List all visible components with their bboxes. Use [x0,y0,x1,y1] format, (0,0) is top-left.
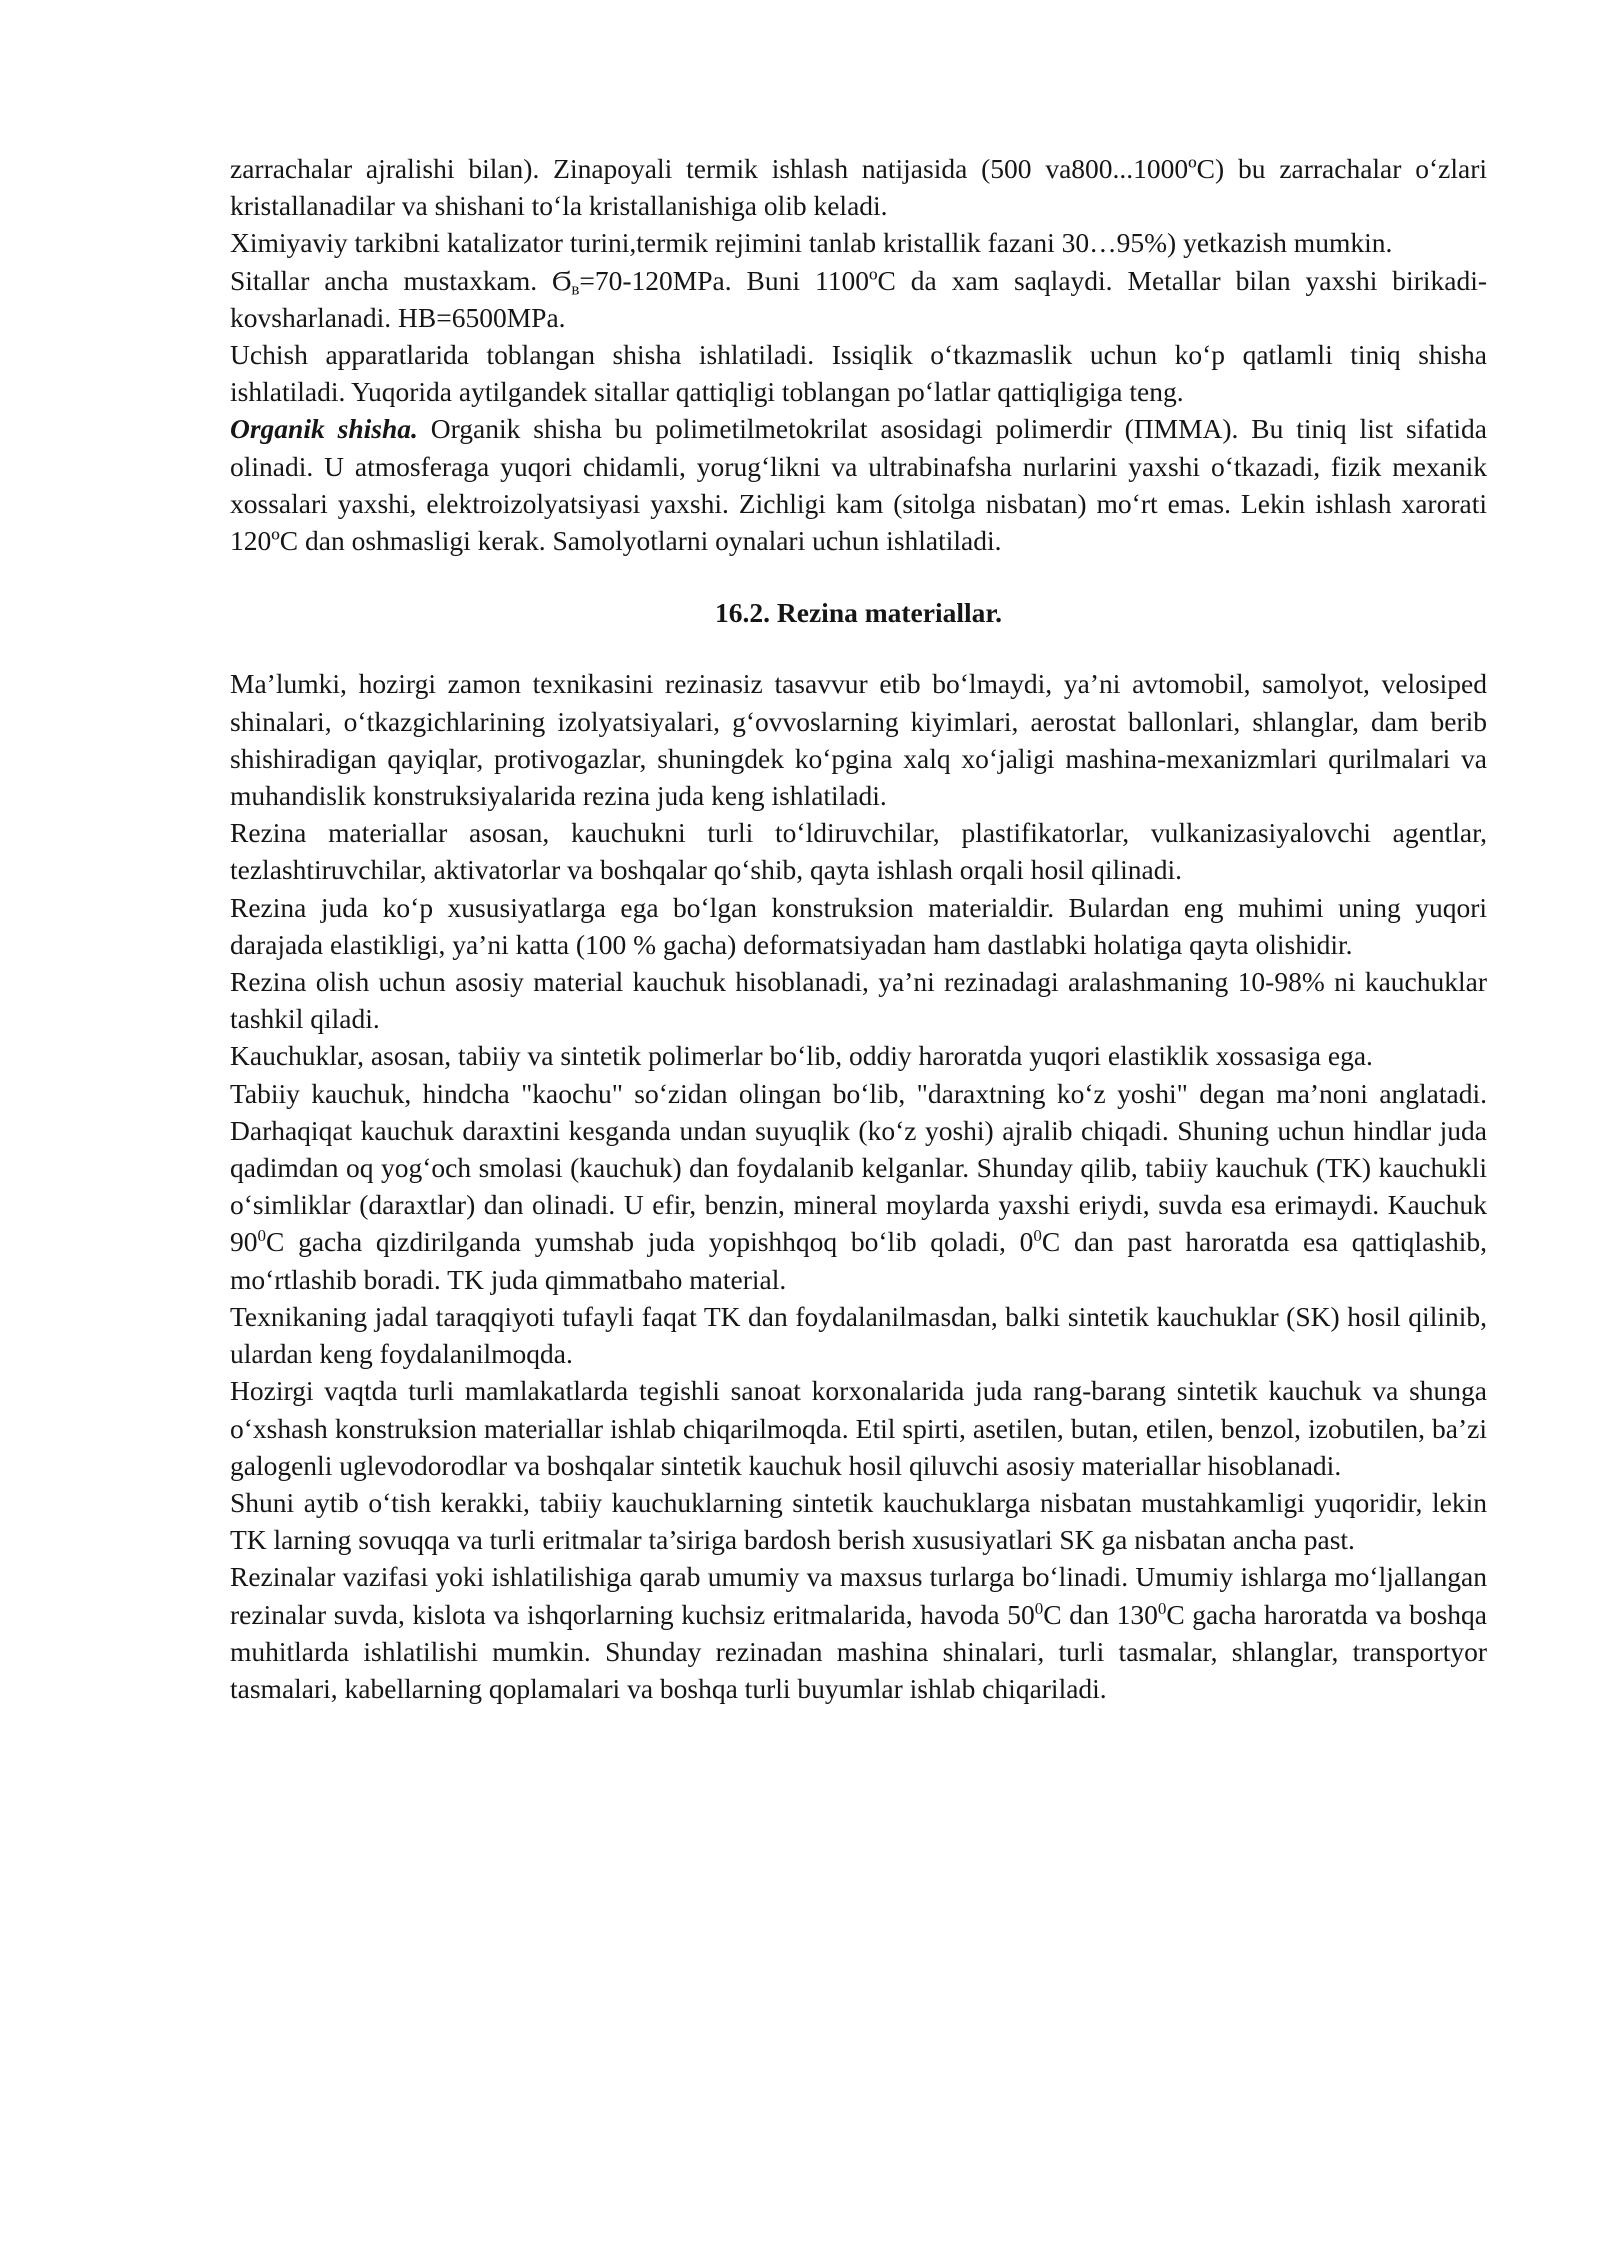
paragraph [230,1298,1487,1372]
paragraph [230,1037,1487,1074]
paragraph-text: C dan past haroratda esa qattiqlashib, mo‘rtlashib boradi. TK juda qimmatbaho material. [230,1226,1487,1295]
paragraph-text: Hozirgi vaqtda turli mamlakatlarda tegishli sanoat korxonalarida juda rang-barang sintetik kauchuk va shunga o‘xshash konstruksion materiallar ishlab chiqarilmoqda. Etil spirti, asetilen, butan, etilen, benzol, izobutilen, ba’zi galogenli uglevodorodlar va boshqalar sintetik kauchuk hosil qiluvchi asosiy materiallar hisoblanadi. [230,1375,1487,1481]
paragraph [230,262,1487,336]
body-text-block [230,665,1487,1707]
subscript-text: в [571,278,580,298]
superscript-text: 0 [1034,1598,1044,1618]
paragraph-text: Rezina juda ko‘p xususiyatlarga ega bo‘lgan konstruksion materialdir. Bulardan eng muhimi uning yuqori darajada elastikligi, ya’ni katta (100 % gacha) deformatsiyadan ham dastlabki holatiga qayta olishidir. [230,891,1487,960]
superscript-text: 0 [257,1226,267,1246]
paragraph-text: Ximiyaviy tarkibni katalizator turini,termik rejimini tanlab kristallik fazani 30…95%) yetkazish mumkin. [230,227,1393,259]
paragraph-text: Rezina materiallar asosan, kauchukni turli to‘ldiruvchilar, plastifikatorlar, vulkanizasiyalovchi agentlar, tezlashtiruvchilar, aktivatorlar va boshqalar qo‘shib, qayta ishlash orqali hosil qilinadi. [230,817,1487,886]
paragraph-lead-term: Organik shisha. [230,413,418,445]
paragraph-text: Sitallar ancha mustaxkam. [230,264,553,296]
paragraph-text: Ϭ [552,264,572,296]
paragraph-text: C gacha haroratda va boshqa muhitlarda ishlatilishi mumkin. Shunday rezinadan mashina shinalari, turli tasmalar, shlanglar, transportyor tasmalari, kabellarning qoplamalari va boshqa turli buyumlar ishlab chiqariladi. [230,1598,1487,1704]
document-page [230,150,1487,1707]
top-text-block [230,150,1487,559]
superscript-text: 0 [1157,1598,1167,1618]
paragraph-text: C dan 130 [1043,1598,1158,1630]
paragraph-text: Rezinalar vazifasi yoki ishlatilishiga qarab umumiy va maxsus turlarga bo‘linadi. Umumiy ishlarga mo‘ljallangan rezinalar suvda, kislota va ishqorlarning kuchsiz eritmalarida, havoda 50 [230,1561,1487,1630]
paragraph-text: Uchish apparatlarida toblangan shisha ishlatiladi. Issiqlik o‘tkazmaslik uchun ko‘p qatlamli tiniq shisha ishlatiladi. Yuqorida aytilgandek sitallar qattiqligi toblangan po‘latlar qattiqligiga teng. [230,339,1487,408]
paragraph-text: Shuni aytib o‘tish kerakki, tabiiy kauchuklarning sintetik kauchuklarga nisbatan mustahkamligi yuqoridir, lekin TK larning sovuqqa va turli eritmalar ta’siriga bardosh berish xususiyatlari SK ga nisbatan ancha past. [230,1486,1487,1556]
paragraph-text: Rezina olish uchun asosiy material kauchuk hisoblanadi, ya’ni rezinadagi aralashmaning 10-98% ni kauchuklar tashkil qiladi. [230,966,1487,1035]
paragraph [230,665,1487,814]
paragraph-text: Organik shisha bu polimetilmetokrilat asosidagi polimerdir (ПММА). Bu tiniq list sifatida olinadi. U atmosferaga yuqori chidamli, yorug‘likni va ultrabinafsha nurlarini yaxshi o‘tkazadi, fizik mexanik xossalari yaxshi, elektroizolyatsiyasi yaxshi. Zichligi kam (sitolga nisbatan) mo‘rt emas. Lekin ishlash xarorati 120ºC dan oshmasligi kerak. Samolyotlarni oynalari uchun ishlatiladi. [230,413,1487,557]
paragraph-text: Tabiiy kauchuk, hindcha "kaochu" so‘zidan olingan bo‘lib, "daraxtning ko‘z yoshi" degan ma’noni anglatadi. Darhaqiqat kauchuk daraxtini kesganda undan suyuqlik (ko‘z yoshi) ajralib chiqadi. Shuning uchun hindlar juda qadimdan oq yog‘och smolasi (kauchuk) dan foydalanib kelganlar. Shunday qilib, tabiiy kauchuk (TK) kauchukli o‘simliklar (daraxtlar) dan olinadi. U efir, benzin, mineral moylarda yaxshi eriydi, suvda esa erimaydi. Kauchuk 90 [230,1077,1487,1258]
superscript-text: 0 [1033,1226,1042,1246]
paragraph [230,1372,1487,1484]
paragraph [230,150,1487,224]
paragraph [230,410,1487,559]
paragraph [230,963,1487,1037]
paragraph-text: Texnikaning jadal taraqqiyoti tufayli faqat TK dan foydalanilmasdan, balki sintetik kauchuklar (SK) hosil qilinib, ulardan keng foydalanilmoqda. [230,1300,1487,1370]
section-heading: 16.2. Rezina materiallar. [715,597,1002,629]
paragraph [230,889,1487,963]
paragraph-text: Ma’lumki, hozirgi zamon texnikasini rezinasiz tasavvur etib bo‘lmaydi, ya’ni avtomobil, samolyot, velosiped shinalari, o‘tkazgichlarining izolyatsiyalari, g‘ovvoslarning kiyimlari, aerostat ballonlari, shlanglar, dam berib shishiradigan qayiqlar, protivogazlar, shuningdek ko‘pgina xalq xo‘jaligi mashina-mexanizmlari qurilmalari va muhandislik konstruksiyalarida rezina juda keng ishlatiladi. [230,668,1487,812]
paragraph [230,814,1487,888]
paragraph [230,224,1487,261]
paragraph [230,1484,1487,1558]
paragraph [230,336,1487,410]
paragraph-text: =70-120MPa. Buni 1100ºC da xam saqlaydi. Metallar bilan yaxshi birikadi-kovsharlanadi. HB=6500MPa. [230,264,1487,333]
paragraph [230,1558,1487,1707]
paragraph-text: C gacha qizdirilganda yumshab juda yopishhqoq bo‘lib qoladi, 0 [266,1226,1034,1258]
paragraph-text: Kauchuklar, asosan, tabiiy va sintetik polimerlar bo‘lib, oddiy haroratda yuqori elastiklik xossasiga ega. [230,1040,1373,1072]
paragraph-text: zarrachalar ajralishi bilan). Zinapoyali termik ishlash natijasida (500 va800...1000ºC) bu zarrachalar o‘zlari kristallanadilar va shishani to‘la kristallanishiga olib keladi. [230,153,1487,222]
paragraph [230,1075,1487,1298]
